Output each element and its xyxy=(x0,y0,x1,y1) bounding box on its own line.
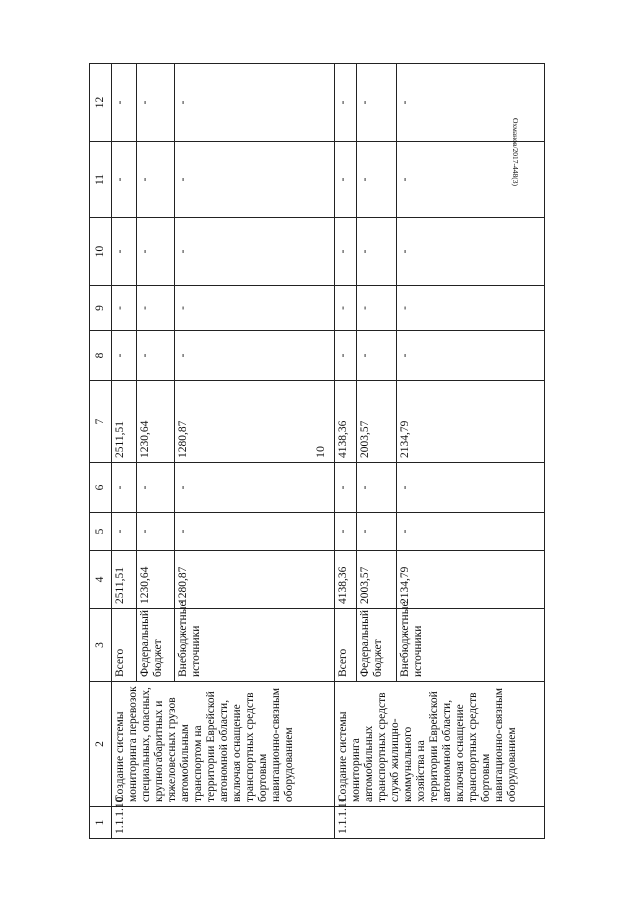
table-cell: - xyxy=(112,218,137,286)
table-cell: 2511,51 xyxy=(112,551,137,609)
table-row xyxy=(112,64,137,839)
funding-source: Всего xyxy=(335,609,357,682)
table-cell: - xyxy=(112,513,137,551)
table-cell: - xyxy=(397,142,545,218)
table-cell: 2003,57 xyxy=(357,551,397,609)
table-cell: - xyxy=(357,142,397,218)
table-cell: - xyxy=(335,142,357,218)
table-cell: - xyxy=(137,142,175,218)
table-cell: - xyxy=(137,463,175,513)
table-cell: 4138,36 xyxy=(335,381,357,463)
table-cell: 2003,57 xyxy=(357,381,397,463)
footer-reference: Охманов/2017-448(3) xyxy=(511,117,520,187)
rotated-table-container xyxy=(89,64,544,839)
table-row xyxy=(335,64,357,839)
column-header: 8 xyxy=(90,331,112,381)
table-cell: 4138,36 xyxy=(335,551,357,609)
table-cell: - xyxy=(335,331,357,381)
table-cell: - xyxy=(112,331,137,381)
table-cell: - xyxy=(335,513,357,551)
column-header: 6 xyxy=(90,463,112,513)
table-cell: - xyxy=(357,463,397,513)
table-cell: - xyxy=(137,513,175,551)
row-name: Создание системы мониторинга автомобильных транспортных средств служб жилищно-коммунального хозяйства на территории Еврейской автономной области, включая оснащение транспортных средств бортовым навигационно-связным оборудованием xyxy=(335,682,545,807)
table-cell: - xyxy=(137,64,175,142)
table-cell: - xyxy=(357,64,397,142)
column-header: 11 xyxy=(90,142,112,218)
table-cell: - xyxy=(357,286,397,331)
page-number: 10 xyxy=(313,446,327,458)
row-name: Создание системы мониторинга перевозок специальных, опасных, крупногабаритных и тяжеловесных грузов автомобильным транспортом на территории Еврейской автономной области, включая оснащение транспортных средств бортовым навигационно-связным оборудованием xyxy=(112,682,335,807)
row-code: 1.1.1.11 xyxy=(335,807,545,839)
table-cell: - xyxy=(335,286,357,331)
table-cell: - xyxy=(175,513,335,551)
table-cell: - xyxy=(137,218,175,286)
table-cell: - xyxy=(357,513,397,551)
funding-source: Всего xyxy=(112,609,137,682)
table-cell: - xyxy=(175,218,335,286)
table-cell: - xyxy=(397,463,545,513)
row-code: 1.1.1.10 xyxy=(112,807,335,839)
table-cell: - xyxy=(357,218,397,286)
column-header: 5 xyxy=(90,513,112,551)
table-cell: - xyxy=(357,331,397,381)
column-header: 2 xyxy=(90,682,112,807)
funding-source: Внебюджетные источники xyxy=(175,609,335,682)
column-header: 10 xyxy=(90,218,112,286)
table-cell: 1230,64 xyxy=(137,381,175,463)
table-cell: - xyxy=(175,64,335,142)
funding-source: Федеральный бюджет xyxy=(137,609,175,682)
header-row xyxy=(90,64,112,839)
table-cell: - xyxy=(397,286,545,331)
table-cell: 2134,79 xyxy=(397,381,545,463)
table-cell: 1230,64 xyxy=(137,551,175,609)
column-header: 9 xyxy=(90,286,112,331)
column-header: 3 xyxy=(90,609,112,682)
table-cell: - xyxy=(397,218,545,286)
table-cell: - xyxy=(137,331,175,381)
table-cell: - xyxy=(112,64,137,142)
table-cell: - xyxy=(112,286,137,331)
table-cell: - xyxy=(397,64,545,142)
table-cell: - xyxy=(112,463,137,513)
column-header: 4 xyxy=(90,551,112,609)
table-cell: - xyxy=(335,463,357,513)
table-cell: - xyxy=(335,64,357,142)
column-header: 12 xyxy=(90,64,112,142)
table-cell: - xyxy=(335,218,357,286)
table-cell: 2511,51 xyxy=(112,381,137,463)
table-cell: - xyxy=(397,513,545,551)
table-cell: 1280,87 xyxy=(175,381,335,463)
table-cell: - xyxy=(137,286,175,331)
column-header: 1 xyxy=(90,807,112,839)
table-cell: - xyxy=(112,142,137,218)
table-cell: - xyxy=(175,286,335,331)
table-cell: - xyxy=(397,331,545,381)
table-cell: - xyxy=(175,463,335,513)
table-cell: 2134,79 xyxy=(397,551,545,609)
budget-table xyxy=(89,63,545,839)
table-cell: - xyxy=(175,331,335,381)
table-cell: - xyxy=(175,142,335,218)
column-header: 7 xyxy=(90,381,112,463)
table-cell: 1280,87 xyxy=(175,551,335,609)
funding-source: Внебюджетные источники xyxy=(397,609,545,682)
funding-source: Федеральный бюджет xyxy=(357,609,397,682)
